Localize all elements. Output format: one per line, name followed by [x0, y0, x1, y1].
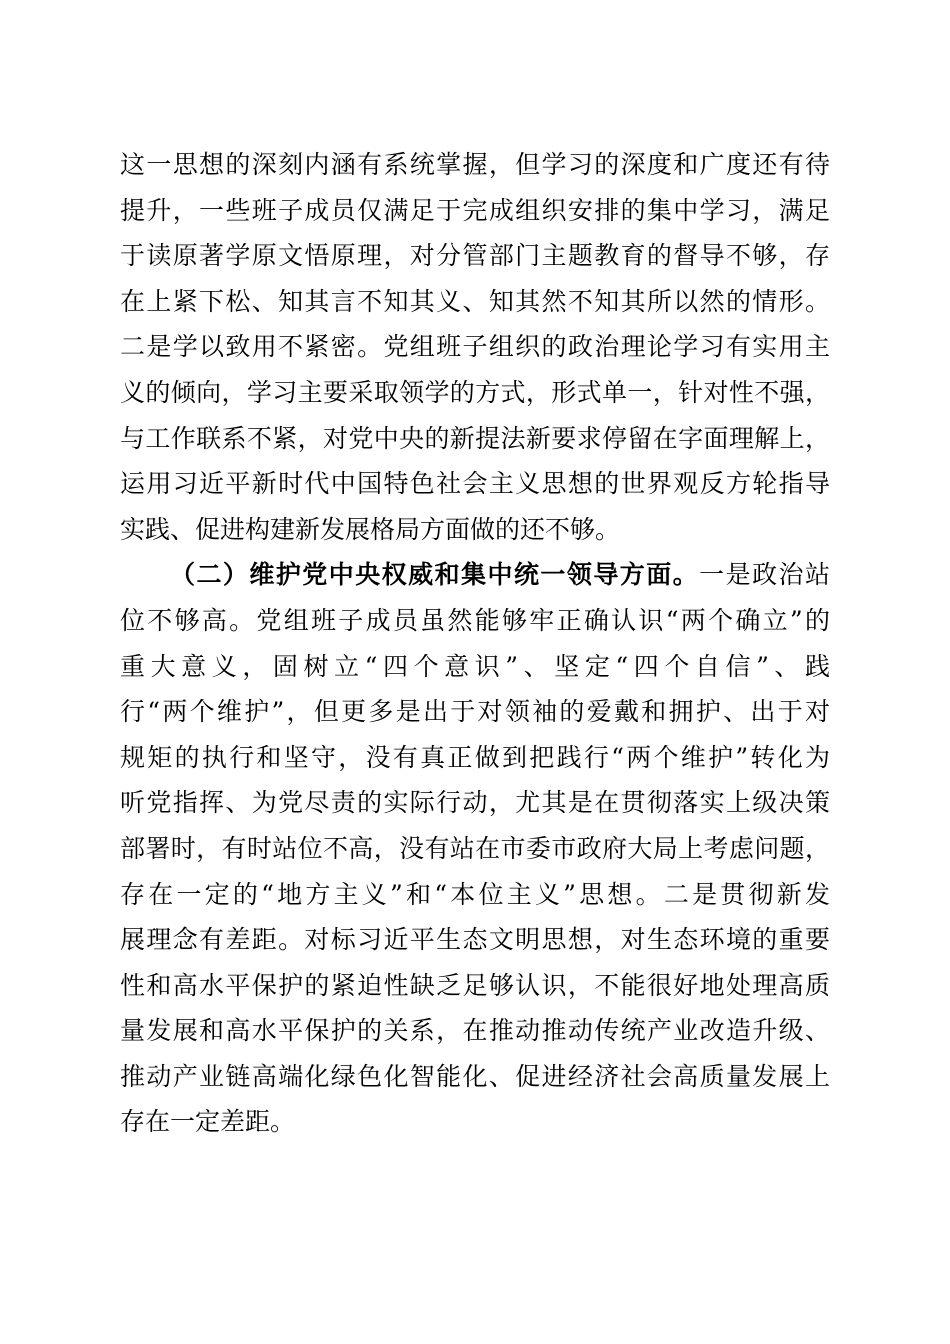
text-line: 运用习近平新时代中国特色社会主义思想的世界观反方轮指导	[120, 469, 830, 499]
text-line: 规矩的执行和坚守，没有真正做到把践行“两个维护”转化为	[120, 742, 830, 772]
text-line: 这一思想的深刻内涵有系统掌握，但学习的深度和广度还有待	[120, 150, 830, 179]
text-line: 提升，一些班子成员仅满足于完成组织安排的集中学习，满足	[120, 195, 830, 225]
text-line: 展理念有差距。对标习近平生态文明思想，对生态环境的重要	[120, 925, 830, 955]
text-line: 二是学以致用不紧密。党组班子组织的政治理论学习有实用主	[120, 332, 830, 362]
text-line: 实践、促进构建新发展格局方面做的还不够。	[120, 514, 621, 544]
section-heading: （二）维护党中央权威和集中统一领导方面。	[170, 560, 700, 590]
text-run: 一是政治站	[699, 560, 830, 590]
text-line: 存在一定的“地方主义”和“本位主义”思想。二是贯彻新发	[120, 879, 830, 909]
text-line: 义的倾向，学习主要采取领学的方式，形式单一，针对性不强，	[120, 377, 830, 407]
text-line: 部署时，有时站位不高，没有站在市委市政府大局上考虑问题，	[120, 833, 830, 863]
text-line: 位不够高。党组班子成员虽然能够牢正确认识“两个确立”的	[120, 605, 830, 635]
text-line: 性和高水平保护的紧迫性缺乏足够认识，不能很好地处理高质	[120, 970, 830, 1000]
document-body	[120, 142, 830, 1145]
text-line: 量发展和高水平保护的关系，在推动推动传统产业改造升级、	[120, 1016, 830, 1046]
text-line: 重大意义，固树立“四个意识”、坚定“四个自信”、践	[120, 651, 830, 681]
text-line: 与工作联系不紧，对党中央的新提法新要求停留在字面理解上，	[120, 423, 830, 453]
text-line: 存在一定差距。	[120, 1107, 296, 1137]
paragraph-first-line	[120, 552, 830, 598]
text-line: 推动产业链高端化绿色化智能化、促进经济社会高质量发展上	[120, 1061, 830, 1091]
text-line: 于读原著学原文悟原理，对分管部门主题教育的督导不够，存	[120, 241, 830, 271]
text-line: 在上紧下松、知其言不知其义、知其然不知其所以然的情形。	[120, 286, 830, 316]
text-line: 听党指挥、为党尽责的实际行动，尤其是在贯彻落实上级决策	[120, 788, 830, 818]
paragraph-2	[120, 552, 830, 1145]
text-line: 行“两个维护”，但更多是出于对领袖的爱戴和拥护、出于对	[120, 697, 830, 727]
paragraph-1	[120, 142, 830, 552]
